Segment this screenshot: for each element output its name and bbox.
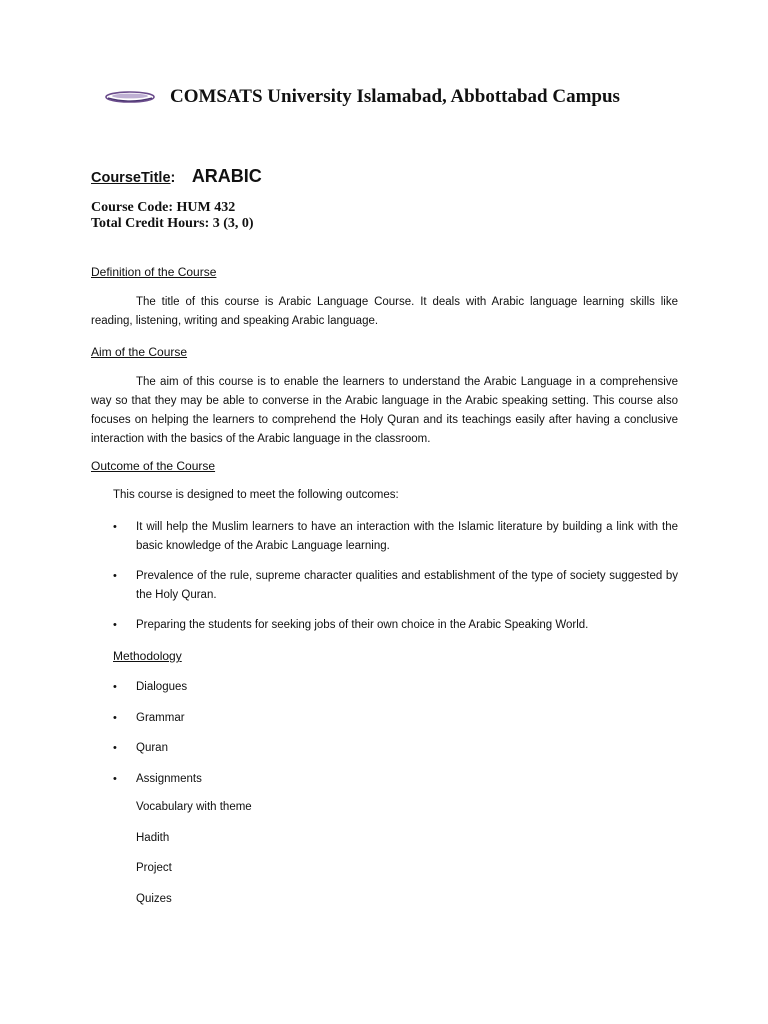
definition-heading: Definition of the Course <box>91 265 217 279</box>
methodology-item-text: Quran <box>136 742 168 754</box>
outcome-lead: This course is designed to meet the following outcomes: <box>113 489 399 501</box>
aim-heading: Aim of the Course <box>91 345 188 359</box>
comsats-logo-icon <box>104 89 156 105</box>
credit-hours: Total Credit Hours: 3 (3, 0) <box>91 216 254 231</box>
course-code: Course Code: HUM 432 <box>91 200 236 215</box>
methodology-item <box>113 709 185 728</box>
methodology-subitem: Hadith <box>136 832 170 844</box>
methodology-item <box>113 770 202 789</box>
methodology-subitem: Project <box>136 862 172 874</box>
bullet-icon: • <box>113 773 117 785</box>
definition-paragraph: The title of this course is Arabic Language Course. It deals with Arabic language learning skills like reading, listening, writing and speaking Arabic language. <box>91 296 678 327</box>
outcome-heading: Outcome of the Course <box>91 459 216 473</box>
methodology-subitem: Vocabulary with theme <box>136 801 252 813</box>
bullet-icon: • <box>113 521 117 533</box>
course-title-value: ARABIC <box>191 166 262 186</box>
methodology-subitem: Quizes <box>136 893 172 905</box>
aim-paragraph: The aim of this course is to enable the learners to understand the Arabic Language in a comprehensive way so that they may be able to converse in the Arabic language in the Arabic speaking setting. This course also focuses on helping the learners to comprehend the Holy Quran and its teachings easily after having a conclusive interaction with the basics of the Arabic language in the classroom. <box>91 376 678 445</box>
course-title-label: CourseTitle <box>91 170 171 186</box>
bullet-icon: • <box>113 712 117 724</box>
methodology-item-text: Grammar <box>136 712 185 724</box>
course-title-row <box>91 166 262 187</box>
outcome-item <box>113 567 678 605</box>
outcome-item <box>113 616 678 635</box>
course-title-separator: : <box>170 170 176 186</box>
bullet-icon: • <box>113 619 117 631</box>
methodology-heading: Methodology <box>113 649 182 663</box>
outcome-item-text: Preparing the students for seeking jobs of their own choice in the Arabic Speaking World. <box>136 619 589 631</box>
bullet-icon: • <box>113 570 117 582</box>
bullet-icon: • <box>113 681 117 693</box>
methodology-item-text: Dialogues <box>136 681 188 693</box>
outcome-item-text: Prevalence of the rule, supreme character qualities and establishment of the type of society suggested by the Holy Quran. <box>136 570 678 601</box>
methodology-item <box>113 678 187 697</box>
methodology-item-text: Assignments <box>136 773 202 785</box>
university-name: COMSATS University Islamabad, Abbottabad Campus <box>170 86 620 107</box>
document-header <box>104 86 704 116</box>
bullet-icon: • <box>113 742 117 754</box>
methodology-item <box>113 739 168 758</box>
outcome-item-text: It will help the Muslim learners to have an interaction with the Islamic literature by building a link with the basic knowledge of the Arabic Language learning. <box>136 521 678 552</box>
outcome-item <box>113 518 678 556</box>
